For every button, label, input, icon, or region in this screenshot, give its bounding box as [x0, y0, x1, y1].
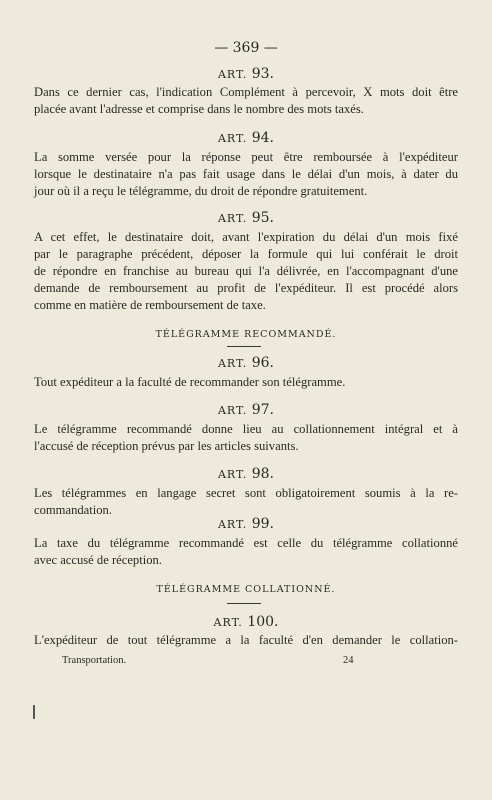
article-label: ART.	[213, 616, 243, 629]
article-heading-95	[0, 210, 492, 226]
text-line: Dans ce dernier cas, l'indication Complément à percevoir, X mots doit être	[34, 85, 458, 99]
article-number: 93.	[251, 66, 274, 82]
article-heading-97	[0, 402, 492, 418]
text-line: Tout expéditeur a la faculté de recommander son télégramme.	[34, 375, 346, 389]
text-line: par le paragraphe précédent, déposer la formule qui lui conférait le droit	[34, 247, 458, 261]
article-text-94	[34, 149, 458, 200]
article-heading-93	[0, 66, 492, 82]
article-label: ART.	[217, 132, 248, 145]
footer-signature: Transportation.	[62, 655, 127, 666]
article-heading-98	[0, 466, 492, 482]
article-text-95	[34, 229, 458, 314]
article-label: ART.	[217, 212, 248, 225]
text-line: L'expéditeur de tout télégramme a la faculté d'en demander le collation-	[34, 633, 458, 647]
article-number: 95.	[251, 210, 274, 226]
text-line: Les télégrammes en langage secret sont obligatoirement soumis à la re-	[34, 486, 458, 500]
article-number: 98.	[251, 466, 274, 482]
page-number: — 369 —	[214, 40, 278, 56]
article-number: 97.	[251, 402, 274, 418]
article-label: ART.	[217, 68, 248, 81]
article-text-96	[34, 374, 458, 391]
text-line: demande de remboursement au profit de l'expéditeur. Il est procédé alors	[34, 281, 458, 295]
article-text-93	[34, 84, 458, 118]
footer-sheet-number: 24	[343, 655, 354, 666]
article-heading-99	[0, 516, 492, 532]
margin-mark	[33, 705, 35, 719]
article-heading-96	[0, 355, 492, 371]
article-number: 100.	[247, 614, 279, 630]
section-rule	[227, 603, 261, 604]
section-heading-collationne: TÉLÉGRAMME COLLATIONNÉ.	[156, 584, 336, 595]
article-text-97	[34, 421, 458, 455]
text-line: l'accusé de réception prévus par les articles suivants.	[34, 439, 299, 453]
section-heading-recommande: TÉLÉGRAMME RECOMMANDÉ.	[155, 329, 337, 340]
article-text-98	[34, 485, 458, 519]
article-heading-100	[0, 614, 492, 630]
text-line: de répondre en franchise au bureau qui l'a délivrée, en l'accompagnant d'une	[34, 264, 458, 278]
article-label: ART.	[217, 357, 248, 370]
article-number: 96.	[251, 355, 274, 371]
text-line: placée avant l'adresse et comprise dans le nombre des mots taxés.	[34, 102, 364, 116]
article-text-99	[34, 535, 458, 569]
article-heading-94	[0, 130, 492, 146]
article-label: ART.	[217, 518, 248, 531]
text-line: comme en matière de remboursement de taxe.	[34, 298, 266, 312]
text-line: La taxe du télégramme recommandé est celle du télégramme collationné	[34, 536, 458, 550]
article-number: 94.	[251, 130, 274, 146]
text-line: avec accusé de réception.	[34, 553, 162, 567]
text-line: commandation.	[34, 503, 112, 517]
article-number: 99.	[251, 516, 274, 532]
text-line: A cet effet, le destinataire doit, avant l'expiration du délai d'un mois fixé	[34, 230, 458, 244]
article-text-100	[34, 632, 458, 649]
text-line: lorsque le destinataire n'a pas fait usage dans le délai d'un mois, à dater du	[34, 167, 458, 181]
section-rule	[227, 346, 261, 347]
article-label: ART.	[217, 404, 248, 417]
article-label: ART.	[217, 468, 248, 481]
text-line: Le télégramme recommandé donne lieu au collationnement intégral et à	[34, 422, 458, 436]
text-line: jour où il a reçu le télégramme, du droit de répondre gratuitement.	[34, 184, 368, 198]
text-line: La somme versée pour la réponse peut être remboursée à l'expéditeur	[34, 150, 458, 164]
